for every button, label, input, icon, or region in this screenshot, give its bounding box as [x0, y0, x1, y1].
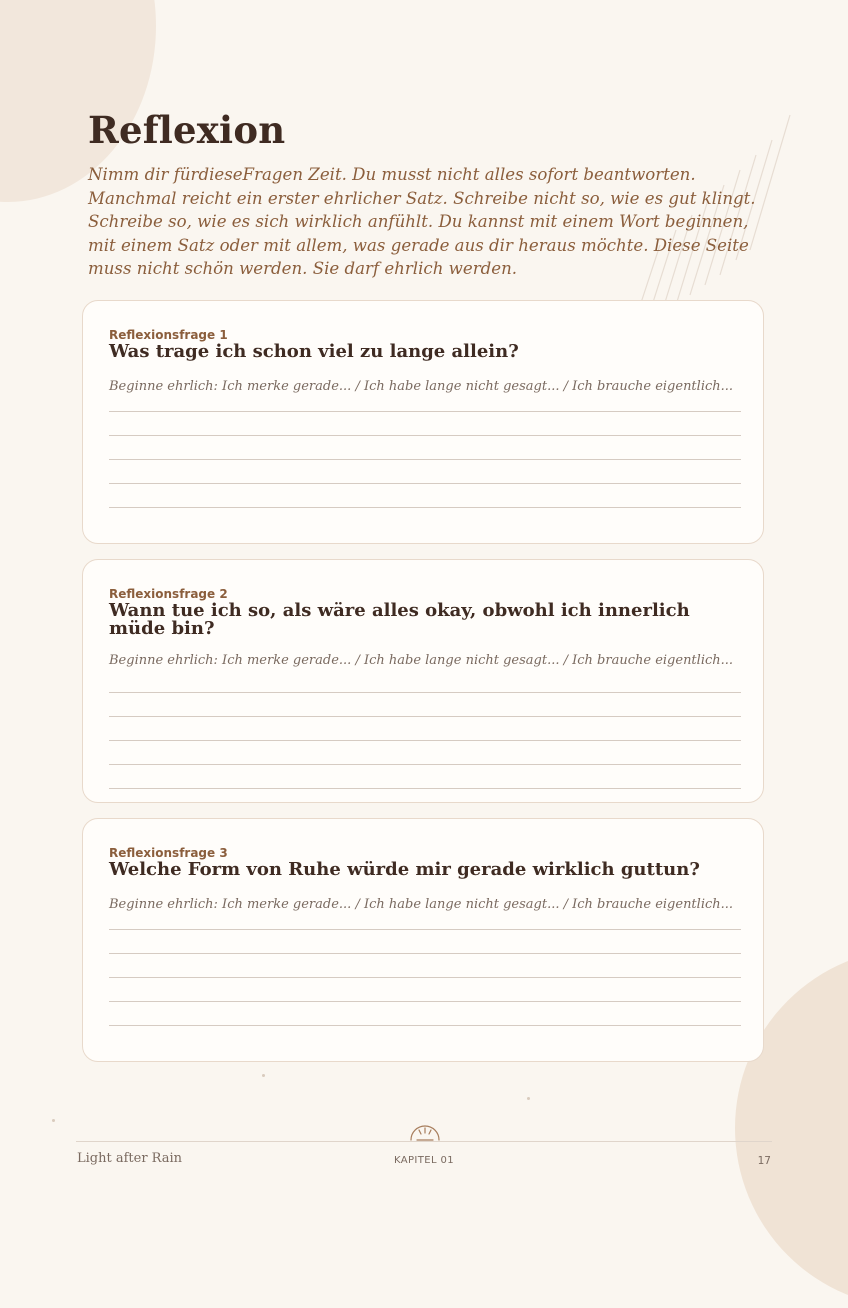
writing-line[interactable] — [109, 692, 741, 693]
question-text: Was trage ich schon viel zu lange allein? — [109, 341, 519, 362]
reflection-card-2 — [82, 559, 764, 803]
reflection-card-1 — [82, 300, 764, 544]
writing-line[interactable] — [109, 716, 741, 717]
writing-line[interactable] — [109, 507, 741, 508]
answer-hint: Beginne ehrlich: Ich merke gerade... / Ich habe lange nicht gesagt... / Ich brauche eigentlich... — [109, 653, 734, 668]
intro-text: Nimm dir fürdieseFragen Zeit. Du musst nicht alles sofort beantworten. Manchmal reicht ein erster ehrlicher Satz. Schreibe nicht so, wie es gut klingt. Schreibe so, wie es sich wirklich anfühlt. Du kannst mit einem Wort beginnen, mit einem Satz oder mit allem, was gerade aus dir heraus möchte. Diese Seite muss nicht schön werden. Sie darf ehrlich werden. — [88, 165, 756, 278]
answer-hint: Beginne ehrlich: Ich merke gerade... / Ich habe lange nicht gesagt... / Ich brauche eigentlich... — [109, 379, 734, 394]
writing-line[interactable] — [109, 929, 741, 930]
page-title: Reflexion — [88, 108, 286, 152]
writing-line[interactable] — [109, 1025, 741, 1026]
question-label: Reflexionsfrage 1 — [109, 328, 228, 342]
writing-line[interactable] — [109, 740, 741, 741]
writing-line[interactable] — [109, 459, 741, 460]
answer-hint: Beginne ehrlich: Ich merke gerade... / Ich habe lange nicht gesagt... / Ich brauche eigentlich... — [109, 897, 734, 912]
decorative-dot — [52, 1119, 55, 1122]
sunrise-icon — [408, 1114, 442, 1144]
question-text: Wann tue ich so, als wäre alles okay, obwohl ich innerlich müde bin? — [109, 600, 690, 639]
writing-line[interactable] — [109, 435, 741, 436]
writing-line[interactable] — [109, 1001, 741, 1002]
question-text: Welche Form von Ruhe würde mir gerade wirklich guttun? — [109, 859, 700, 880]
footer-divider — [76, 1141, 772, 1142]
question-label: Reflexionsfrage 3 — [109, 846, 228, 860]
reflection-card-3 — [82, 818, 764, 1062]
writing-line[interactable] — [109, 977, 741, 978]
footer-chapter: KAPITEL 01 — [393, 1155, 455, 1166]
footer-brand: Light after Rain — [77, 1151, 183, 1166]
writing-line[interactable] — [109, 788, 741, 789]
question-label: Reflexionsfrage 2 — [109, 587, 228, 601]
decorative-dot — [527, 1097, 530, 1100]
decorative-dot — [262, 1074, 265, 1077]
writing-line[interactable] — [109, 483, 741, 484]
writing-line[interactable] — [109, 764, 741, 765]
page-number: 17 — [757, 1155, 771, 1167]
writing-line[interactable] — [109, 953, 741, 954]
writing-line[interactable] — [109, 411, 741, 412]
